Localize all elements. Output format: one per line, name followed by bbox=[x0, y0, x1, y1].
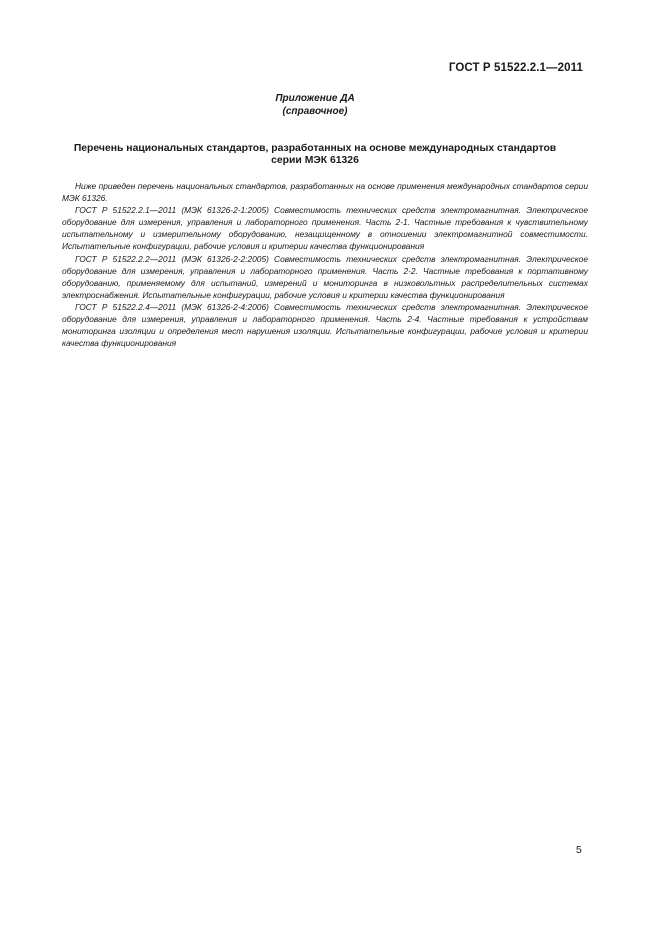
section-heading bbox=[50, 143, 580, 167]
appendix-subtitle: (справочное) bbox=[282, 106, 348, 117]
appendix-block bbox=[0, 92, 630, 118]
page-number: 5 bbox=[576, 844, 582, 856]
section-heading-line-1: Перечень национальных стандартов, разработанных на основе международных стандартов bbox=[73, 143, 557, 154]
intro-paragraph: Ниже приведен перечень национальных стандартов, разработанных на основе применения международных стандартов серии МЭК 61326. bbox=[62, 181, 588, 204]
standard-entry-2-1: ГОСТ Р 51522.2.1—2011 (МЭК 61326-2-1:2005) Совместимость технических средств электромагнитная. Электрическое оборудование для измерения, управления и лабораторного применения. Часть 2-1. Частные требования к чувствительному испытательному и измерительному оборудованию, незащищенному в отношении электромагнитной совместимости. Испытательные конфигурации, рабочие условия и критерии качества функционирования bbox=[62, 205, 588, 252]
appendix-title: Приложение ДА bbox=[275, 93, 355, 104]
section-heading-line-2: серии МЭК 61326 bbox=[271, 155, 359, 166]
standards-list bbox=[62, 180, 588, 349]
standard-entry-2-4: ГОСТ Р 51522.2.4—2011 (МЭК 61326-2-4:2006) Совместимость технических средств электромагнитная. Электрическое оборудование для измерения, управления и лабораторного применения. Часть 2-4. Частные требования к устройствам мониторинга изоляции и определения мест нарушения изоляции. Испытательные конфигурации, рабочие условия и критерии качества функционирования bbox=[62, 301, 588, 349]
standard-entry-2-2: ГОСТ Р 51522.2.2—2011 (МЭК 61326-2-2:2005) Совместимость технических средств электромагнитная. Электрическое оборудование для измерения, управления и лабораторного применения. Часть 2-2. Частные требования к портативному оборудованию, применяемому для испытаний, измерений и мониторинга в низковольтных распределительных системах электроснабжения. Испытательные конфигурации, рабочие условия и критерии качества функционирования bbox=[62, 253, 588, 300]
document-code: ГОСТ Р 51522.2.1—2011 bbox=[448, 62, 583, 74]
